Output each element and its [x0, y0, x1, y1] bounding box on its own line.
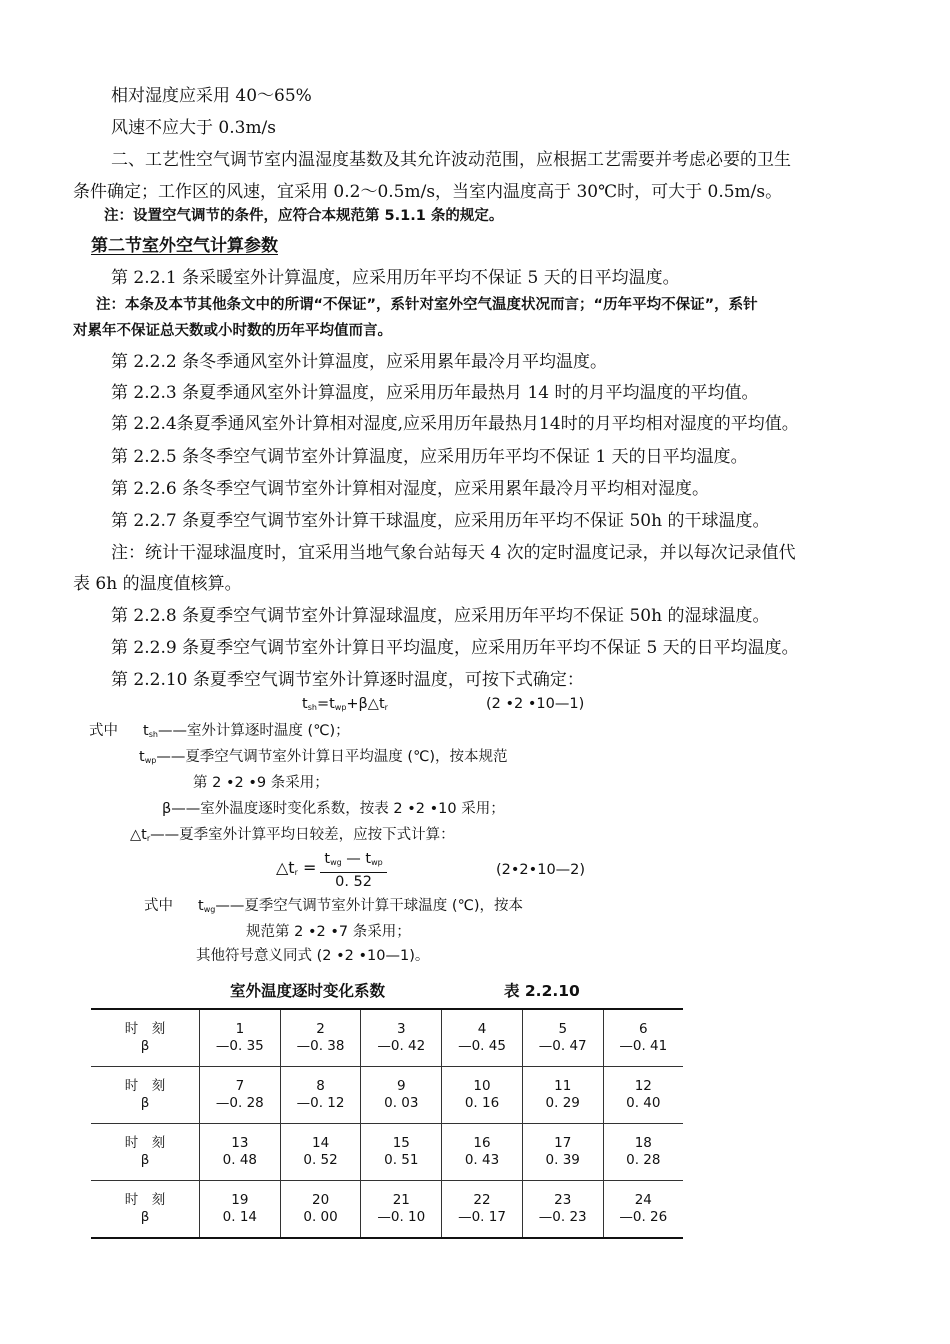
- table-row: [91, 1124, 683, 1181]
- cell-hour: 10: [473, 1078, 491, 1094]
- cell-beta: —0. 42: [377, 1038, 426, 1054]
- cell-beta: —0. 28: [215, 1095, 264, 1111]
- article-2-2-8: 第 2.2.8 条夏季空气调节室外计算湿球温度，应采用历年平均不保证 50h 的湿球温度。: [111, 606, 770, 626]
- article-2-2-2: 第 2.2.2 条冬季通风室外计算温度，应采用累年最冷月平均温度。: [111, 352, 608, 372]
- cell-beta: 0. 40: [626, 1095, 661, 1111]
- wind-line: 风速不应大于 0.3m/s: [111, 118, 277, 138]
- humidity-line: 相对湿度应采用 40～65%: [111, 86, 312, 106]
- table-cell: [442, 1067, 523, 1124]
- article-2-2-3: 第 2.2.3 条夏季通风室外计算温度，应采用历年最热月 14 时的月平均温度的平均值。: [111, 383, 759, 403]
- cell-beta: —0. 45: [458, 1038, 506, 1054]
- table-cell: [442, 1181, 523, 1239]
- table-cell: [603, 1124, 683, 1181]
- cell-beta: —0. 26: [619, 1209, 668, 1225]
- cell-beta: —0. 35: [215, 1038, 264, 1054]
- table-cell: [522, 1009, 603, 1067]
- note-line: 注：设置空气调节的条件，应符合本规范第 5.1.1 条的规定。: [104, 208, 504, 224]
- table-cell: [280, 1124, 361, 1181]
- formula-2-number: (2•2•10—2): [496, 862, 586, 878]
- table-cell: [200, 1181, 281, 1239]
- table-cell: [522, 1067, 603, 1124]
- table-cell: [361, 1009, 442, 1067]
- tsh-definition: $t_{sh}——$室外计算逐时温度 (℃)；: [143, 723, 350, 739]
- article-2-2-6: 第 2.2.6 条冬季空气调节室外计算相对湿度，应采用累年最冷月平均相对湿度。: [111, 479, 710, 499]
- table-cell: [522, 1181, 603, 1239]
- cell-beta: 0. 28: [626, 1152, 661, 1168]
- table-cell: [522, 1124, 603, 1181]
- cell-hour: 19: [231, 1192, 249, 1208]
- row-label-hour: 时 刻: [124, 1135, 166, 1151]
- formula-2-fraction: $\frac{t_{wg} — t_{wp}}{0. 52}$: [320, 850, 386, 891]
- table-cell: [361, 1181, 442, 1239]
- cell-beta: 0. 48: [222, 1152, 258, 1168]
- row-label-beta: β: [140, 1095, 150, 1111]
- cell-hour: 2: [316, 1021, 325, 1037]
- cell-hour: 24: [634, 1192, 652, 1208]
- note-2-2-1-line-2: 对累年不保证总天数或小时数的历年平均值而言。: [73, 323, 392, 339]
- cell-hour: 4: [477, 1021, 487, 1037]
- row-label-hour: 时 刻: [124, 1192, 166, 1208]
- twp-definition: $t_{wp}——$夏季空气调节室外计算日平均温度 (℃)，按本规范: [139, 749, 508, 765]
- table-cell: [442, 1009, 523, 1067]
- cell-beta: —0. 17: [458, 1209, 506, 1225]
- cell-beta: —0. 10: [377, 1209, 426, 1225]
- twp-definition-cont: 第 2 •2 •9 条采用；: [193, 775, 329, 791]
- table-cell: [603, 1009, 683, 1067]
- article-2-2-10: 第 2.2.10 条夏季空气调节室外计算逐时温度，可按下式确定：: [111, 670, 584, 690]
- cell-hour: 9: [397, 1078, 406, 1094]
- section-heading: 第二节室外空气计算参数: [91, 236, 278, 256]
- cell-hour: 5: [558, 1021, 568, 1037]
- table-cell: [200, 1124, 281, 1181]
- cell-beta: 0. 43: [464, 1152, 500, 1168]
- formula-1: $t_{sh}=t_{wp}+\beta\triangle t_r$: [302, 696, 388, 712]
- cell-beta: 0. 51: [384, 1152, 419, 1168]
- table-row: [91, 1009, 683, 1067]
- cell-hour: 7: [235, 1078, 245, 1094]
- table-cell: [280, 1067, 361, 1124]
- row-label-beta: β: [140, 1209, 150, 1225]
- cell-hour: 18: [634, 1135, 652, 1151]
- cell-hour: 17: [554, 1135, 572, 1151]
- note-2-2-7-line-2: 表 6h 的温度值核算。: [73, 574, 242, 594]
- table-cell: [442, 1124, 523, 1181]
- cell-beta: 0. 14: [222, 1209, 258, 1225]
- coefficient-table: [91, 1008, 683, 1239]
- cell-beta: 0. 29: [545, 1095, 580, 1111]
- cell-hour: 16: [473, 1135, 491, 1151]
- cell-hour: 12: [634, 1078, 652, 1094]
- twg-definition-cont: 规范第 2 •2 •7 条采用；: [246, 924, 411, 940]
- where-label-1: 式中: [89, 723, 118, 739]
- cell-beta: 0. 39: [545, 1152, 580, 1168]
- cell-hour: 20: [311, 1192, 330, 1208]
- cell-hour: 6: [639, 1021, 648, 1037]
- article-2-2-7: 第 2.2.7 条夏季空气调节室外计算干球温度，应采用历年平均不保证 50h 的干球温度。: [111, 511, 770, 531]
- article-2-2-9: 第 2.2.9 条夏季空气调节室外计算日平均温度，应采用历年平均不保证 5 天的日平均温度。: [111, 638, 799, 658]
- cell-hour: 15: [392, 1135, 410, 1151]
- table-cell: [200, 1009, 281, 1067]
- twg-definition: $t_{wg}——$夏季空气调节室外计算干球温度 (℃)，按本: [198, 898, 524, 914]
- cell-hour: 8: [316, 1078, 325, 1094]
- table-cell: [361, 1067, 442, 1124]
- table-cell: [200, 1067, 281, 1124]
- row-label-beta: β: [140, 1152, 150, 1168]
- cell-hour: 1: [235, 1021, 245, 1037]
- cell-beta: 0. 16: [464, 1095, 500, 1111]
- table-title: 室外温度逐时变化系数: [230, 982, 386, 1000]
- row-label-cell: [91, 1181, 200, 1239]
- table-cell: [603, 1067, 683, 1124]
- cell-beta: —0. 23: [538, 1209, 587, 1225]
- row-label-hour: 时 刻: [124, 1078, 166, 1094]
- dtr-definition: $\triangle t_r——$夏季室外计算平均日较差，应按下式计算：: [130, 827, 455, 843]
- table-row: [91, 1067, 683, 1124]
- cell-beta: 0. 03: [384, 1095, 419, 1111]
- cell-hour: 21: [392, 1192, 410, 1208]
- cell-beta: —0. 41: [619, 1038, 668, 1054]
- where-label-2: 式中: [144, 898, 173, 914]
- article-2-2-1: 第 2.2.1 条采暖室外计算温度，应采用历年平均不保证 5 天的日平均温度。: [111, 268, 680, 288]
- cell-hour: 23: [554, 1192, 572, 1208]
- cell-beta: —0. 38: [296, 1038, 345, 1054]
- cell-beta: 0. 52: [303, 1152, 338, 1168]
- row-label-beta: β: [140, 1038, 150, 1054]
- table-number: 表 2.2.10: [504, 982, 580, 1000]
- table-row: [91, 1181, 683, 1239]
- cell-hour: 11: [554, 1078, 572, 1094]
- row-label-cell: [91, 1124, 200, 1181]
- note-2-2-7-line-1: 注：统计干湿球温度时，宜采用当地气象台站每天 4 次的定时温度记录，并以每次记录值代: [111, 543, 796, 563]
- note-2-2-1-line-1: 注：本条及本节其他条文中的所谓“不保证”，系针对室外空气温度状况而言；“历年平均不保证”，系针: [96, 297, 758, 313]
- row-label-hour: 时 刻: [124, 1021, 166, 1037]
- process-line-1: 二、工艺性空气调节室内温湿度基数及其允许波动范围，应根据工艺需要并考虑必要的卫生: [111, 150, 791, 170]
- article-2-2-4: 第 2.2.4条夏季通风室外计算相对湿度,应采用历年最热月14时的月平均相对湿度的平均值。: [111, 414, 799, 434]
- row-label-cell: [91, 1067, 200, 1124]
- row-label-cell: [91, 1009, 200, 1067]
- cell-beta: —0. 12: [296, 1095, 345, 1111]
- table-cell: [280, 1181, 361, 1239]
- other-symbols: 其他符号意义同式 (2 •2 •10—1)。: [196, 948, 430, 964]
- beta-definition: β——室外温度逐时变化系数，按表 2 •2 •10 采用；: [162, 801, 505, 817]
- article-2-2-5: 第 2.2.5 条冬季空气调节室外计算温度，应采用历年平均不保证 1 天的日平均温度。: [111, 447, 748, 467]
- table-cell: [280, 1009, 361, 1067]
- formula-2: $\triangle t_r$ = $\frac{t_{wg} — t_{wp}}{0. 52}$: [276, 850, 387, 890]
- cell-beta: 0. 00: [303, 1209, 338, 1225]
- cell-hour: 13: [231, 1135, 249, 1151]
- table-cell: [361, 1124, 442, 1181]
- formula-1-number: (2 •2 •10—1): [486, 696, 585, 712]
- process-line-2: 条件确定；工作区的风速，宜采用 0.2～0.5m/s，当室内温度高于 30℃时，可大于 0.5m/s。: [73, 182, 783, 202]
- table-cell: [603, 1181, 683, 1239]
- cell-beta: —0. 47: [538, 1038, 587, 1054]
- cell-hour: 3: [397, 1021, 406, 1037]
- cell-hour: 22: [473, 1192, 491, 1208]
- cell-hour: 14: [311, 1135, 330, 1151]
